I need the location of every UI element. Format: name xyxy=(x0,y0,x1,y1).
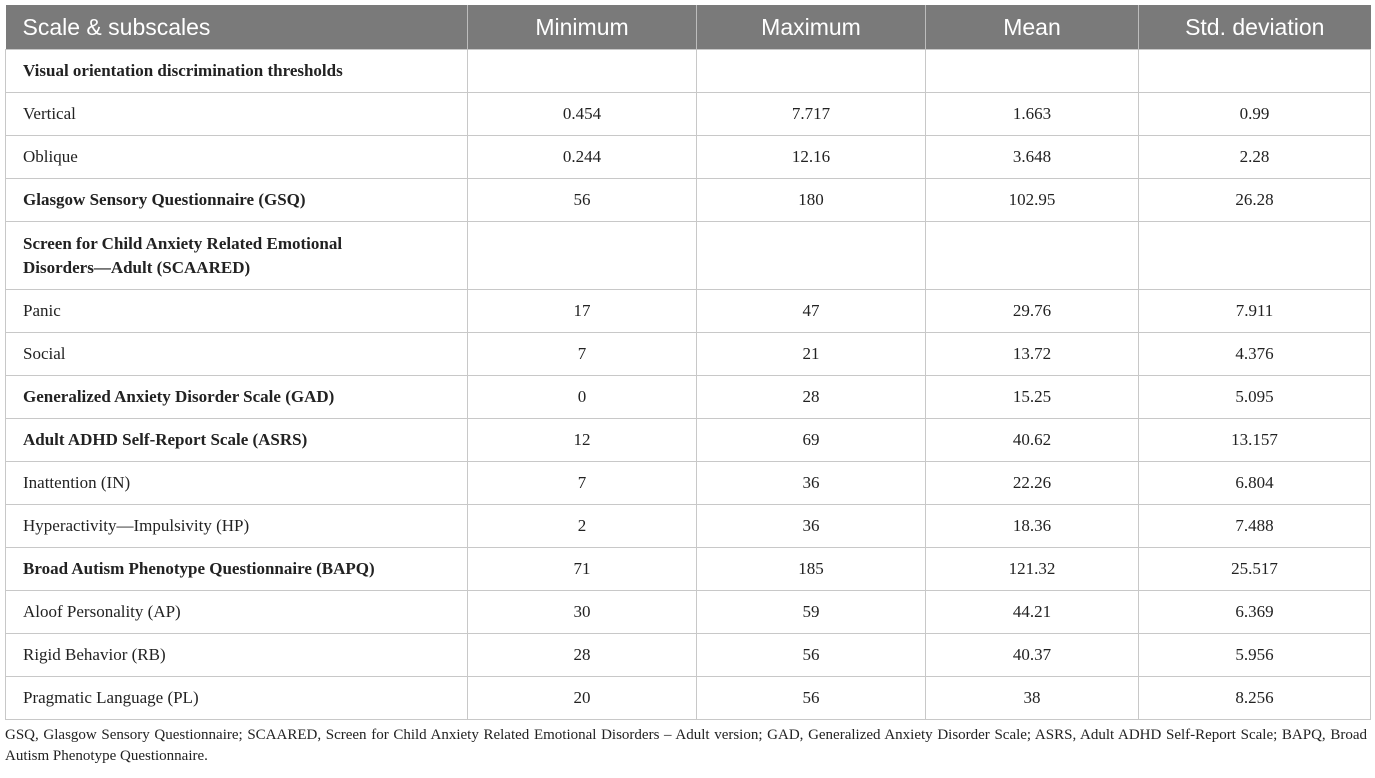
cell-minimum xyxy=(468,222,697,290)
row-label: Adult ADHD Self-Report Scale (ASRS) xyxy=(6,419,468,462)
cell-std-deviation: 5.956 xyxy=(1139,634,1371,677)
table-header-row xyxy=(6,5,1371,50)
cell-std-deviation: 7.911 xyxy=(1139,290,1371,333)
row-label: Social xyxy=(6,333,468,376)
table-row xyxy=(6,290,1371,333)
cell-maximum: 69 xyxy=(697,419,926,462)
cell-minimum xyxy=(468,50,697,93)
column-header-scale: Scale & subscales xyxy=(6,5,468,50)
cell-std-deviation: 6.369 xyxy=(1139,591,1371,634)
cell-minimum: 56 xyxy=(468,179,697,222)
row-label: Generalized Anxiety Disorder Scale (GAD) xyxy=(6,376,468,419)
cell-std-deviation: 25.517 xyxy=(1139,548,1371,591)
cell-std-deviation xyxy=(1139,222,1371,290)
cell-mean: 102.95 xyxy=(926,179,1139,222)
cell-minimum: 28 xyxy=(468,634,697,677)
cell-minimum: 0 xyxy=(468,376,697,419)
row-label: Glasgow Sensory Questionnaire (GSQ) xyxy=(6,179,468,222)
cell-minimum: 17 xyxy=(468,290,697,333)
table-row xyxy=(6,419,1371,462)
cell-mean: 22.26 xyxy=(926,462,1139,505)
cell-mean xyxy=(926,222,1139,290)
row-label: Rigid Behavior (RB) xyxy=(6,634,468,677)
cell-mean: 121.32 xyxy=(926,548,1139,591)
column-header-mean: Mean xyxy=(926,5,1139,50)
cell-mean: 40.62 xyxy=(926,419,1139,462)
row-label: Hyperactivity—Impulsivity (HP) xyxy=(6,505,468,548)
row-label: Panic xyxy=(6,290,468,333)
cell-std-deviation: 6.804 xyxy=(1139,462,1371,505)
cell-minimum: 7 xyxy=(468,333,697,376)
cell-std-deviation: 13.157 xyxy=(1139,419,1371,462)
cell-maximum: 28 xyxy=(697,376,926,419)
cell-mean: 13.72 xyxy=(926,333,1139,376)
table-row xyxy=(6,333,1371,376)
cell-minimum: 71 xyxy=(468,548,697,591)
cell-maximum: 180 xyxy=(697,179,926,222)
cell-minimum: 0.244 xyxy=(468,136,697,179)
table-row xyxy=(6,505,1371,548)
cell-maximum: 36 xyxy=(697,505,926,548)
cell-std-deviation: 0.99 xyxy=(1139,93,1371,136)
cell-minimum: 30 xyxy=(468,591,697,634)
cell-maximum: 56 xyxy=(697,634,926,677)
column-header-maximum: Maximum xyxy=(697,5,926,50)
cell-maximum xyxy=(697,50,926,93)
cell-std-deviation: 8.256 xyxy=(1139,677,1371,720)
cell-mean xyxy=(926,50,1139,93)
row-label: Pragmatic Language (PL) xyxy=(6,677,468,720)
cell-mean: 1.663 xyxy=(926,93,1139,136)
cell-std-deviation: 4.376 xyxy=(1139,333,1371,376)
cell-mean: 15.25 xyxy=(926,376,1139,419)
cell-mean: 40.37 xyxy=(926,634,1139,677)
cell-maximum xyxy=(697,222,926,290)
table-footnote: GSQ, Glasgow Sensory Questionnaire; SCAARED, Screen for Child Anxiety Related Emotional Disorders – Adult version; GAD, Generalized Anxiety Disorder Scale; ASRS, Adult ADHD Self-Report Scale; BAPQ, Broad Autism Phenotype Questionnaire. xyxy=(5,727,1367,764)
row-label: Aloof Personality (AP) xyxy=(6,591,468,634)
row-label: Visual orientation discrimination thresholds xyxy=(6,50,468,93)
cell-maximum: 185 xyxy=(697,548,926,591)
column-header-minimum: Minimum xyxy=(468,5,697,50)
table-row xyxy=(6,222,1371,290)
table-row xyxy=(6,50,1371,93)
cell-minimum: 0.454 xyxy=(468,93,697,136)
cell-maximum: 21 xyxy=(697,333,926,376)
descriptive-statistics-table xyxy=(5,5,1371,720)
cell-minimum: 20 xyxy=(468,677,697,720)
table-row xyxy=(6,591,1371,634)
table-row xyxy=(6,548,1371,591)
cell-minimum: 7 xyxy=(468,462,697,505)
cell-std-deviation: 26.28 xyxy=(1139,179,1371,222)
table-row xyxy=(6,179,1371,222)
row-label: Inattention (IN) xyxy=(6,462,468,505)
cell-mean: 44.21 xyxy=(926,591,1139,634)
cell-mean: 3.648 xyxy=(926,136,1139,179)
table-row xyxy=(6,376,1371,419)
cell-maximum: 36 xyxy=(697,462,926,505)
cell-maximum: 12.16 xyxy=(697,136,926,179)
cell-maximum: 47 xyxy=(697,290,926,333)
row-label: Screen for Child Anxiety Related Emotional Disorders—Adult (SCAARED) xyxy=(6,222,468,290)
descriptive-statistics-table-container xyxy=(5,5,1370,720)
row-label: Vertical xyxy=(6,93,468,136)
cell-std-deviation: 5.095 xyxy=(1139,376,1371,419)
cell-mean: 18.36 xyxy=(926,505,1139,548)
cell-std-deviation: 2.28 xyxy=(1139,136,1371,179)
cell-minimum: 12 xyxy=(468,419,697,462)
cell-mean: 29.76 xyxy=(926,290,1139,333)
column-header-std-deviation: Std. deviation xyxy=(1139,5,1371,50)
row-label: Broad Autism Phenotype Questionnaire (BAPQ) xyxy=(6,548,468,591)
cell-maximum: 7.717 xyxy=(697,93,926,136)
cell-maximum: 59 xyxy=(697,591,926,634)
cell-minimum: 2 xyxy=(468,505,697,548)
cell-mean: 38 xyxy=(926,677,1139,720)
table-row xyxy=(6,634,1371,677)
cell-maximum: 56 xyxy=(697,677,926,720)
cell-std-deviation: 7.488 xyxy=(1139,505,1371,548)
table-row xyxy=(6,462,1371,505)
cell-std-deviation xyxy=(1139,50,1371,93)
table-row xyxy=(6,136,1371,179)
table-row xyxy=(6,677,1371,720)
table-row xyxy=(6,93,1371,136)
row-label: Oblique xyxy=(6,136,468,179)
